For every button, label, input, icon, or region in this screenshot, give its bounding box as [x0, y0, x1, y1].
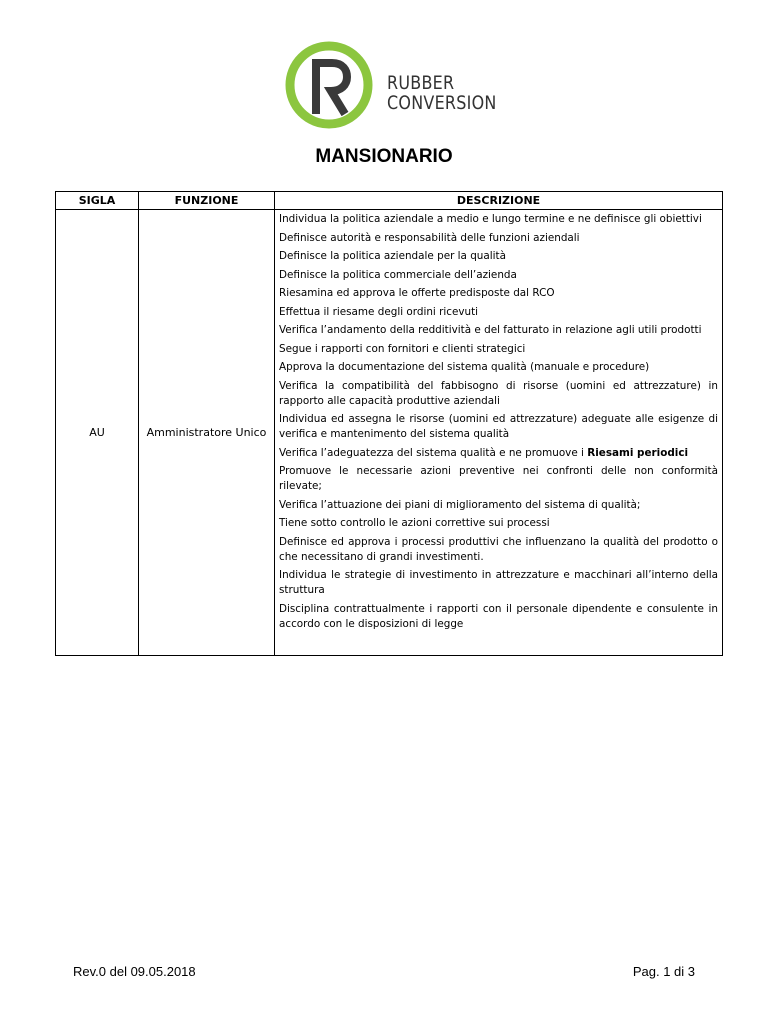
- header-funzione: FUNZIONE: [139, 192, 275, 210]
- description-item-emphasis: Riesami periodici: [587, 446, 689, 459]
- table-header-row: [56, 192, 723, 210]
- description-item: Approva la documentazione del sistema qualità (manuale e procedure): [279, 361, 650, 373]
- footer-revision: Rev.0 del 09.05.2018: [73, 964, 196, 979]
- description-item: Individua la politica aziendale a medio e lungo termine e ne definisce gli obiettivi: [279, 213, 702, 225]
- logo-line-2: CONVERSION: [387, 92, 497, 114]
- description-item: Individua le strategie di investimento in attrezzature e macchinari all’interno della struttura: [279, 569, 718, 596]
- logo-wordmark: [387, 73, 497, 113]
- description-item: Tiene sotto controllo le azioni correttive sui processi: [279, 517, 550, 529]
- mansionario-table: [55, 191, 723, 656]
- logo-mark-icon: [283, 41, 379, 131]
- company-logo: [283, 41, 497, 131]
- description-item: Promuove le necessarie azioni preventive nei confronti delle non conformità rilevate;: [279, 465, 718, 492]
- description-item: Definisce la politica commerciale dell’azienda: [279, 268, 517, 281]
- logo-line-1: RUBBER: [387, 72, 455, 94]
- table-row: [56, 210, 723, 656]
- description-item-text: Verifica l’adeguatezza del sistema qualità e ne promuove i: [279, 446, 588, 459]
- description-item: Effettua il riesame degli ordini ricevuti: [279, 305, 479, 318]
- cell-sigla: AU: [56, 210, 139, 656]
- cell-funzione: Amministratore Unico: [139, 210, 275, 656]
- description-item: Definisce la politica aziendale per la qualità: [279, 250, 506, 262]
- description-item: Riesamina ed approva le offerte predisposte dal RCO: [279, 287, 555, 299]
- cell-descrizione: [275, 210, 723, 656]
- description-item: Definisce autorità e responsabilità delle funzioni aziendali: [279, 231, 580, 244]
- description-item: Verifica l’andamento della redditività e del fatturato in relazione agli utili prodotti: [279, 324, 702, 336]
- description-item: Verifica la compatibilità del fabbisogno di risorse (uomini ed attrezzature) in rapporto alle capacità produttive aziendali: [279, 379, 718, 407]
- description-item: Segue i rapporti con fornitori e clienti strategici: [279, 342, 526, 355]
- description-item: Individua ed assegna le risorse (uomini ed attrezzature) adeguate alle esigenze di verifica e mantenimento del sistema qualità: [279, 413, 718, 440]
- description-item: [279, 446, 718, 461]
- header-sigla: SIGLA: [56, 192, 139, 210]
- page-title: MANSIONARIO: [315, 146, 453, 167]
- description-item: Definisce ed approva i processi produttivi che influenzano la qualità del prodotto o che necessitano di grandi investimenti.: [279, 535, 718, 563]
- footer-page-number: Pag. 1 di 3: [632, 964, 695, 979]
- description-item: Verifica l’attuazione dei piani di miglioramento del sistema di qualità;: [279, 498, 641, 511]
- description-item: Disciplina contrattualmente i rapporti con il personale dipendente e consulente in accordo con le disposizioni di legge: [279, 602, 718, 630]
- description-list: [279, 212, 718, 632]
- header-descrizione: DESCRIZIONE: [275, 192, 723, 210]
